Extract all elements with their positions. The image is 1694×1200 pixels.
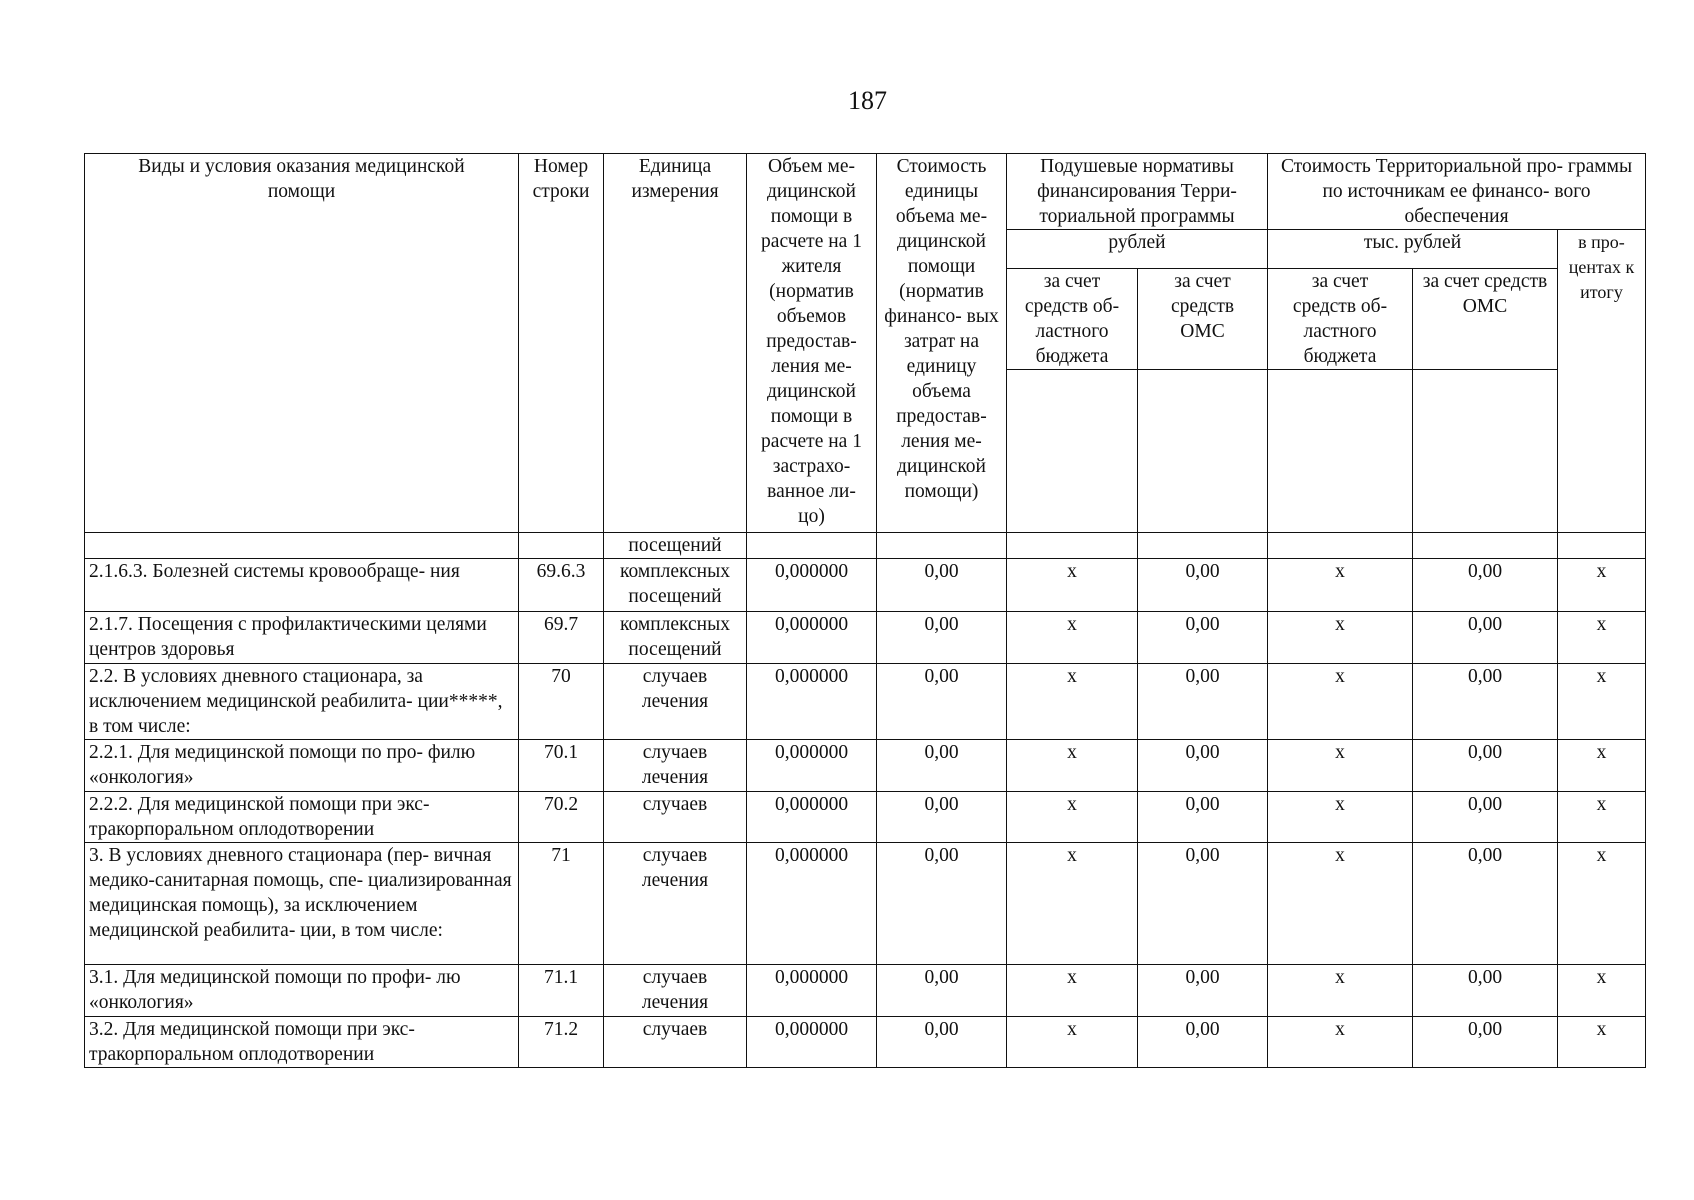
cell-norm-oms: 0,00: [1138, 792, 1268, 843]
header-program-oms: за счет средств ОМС: [1413, 269, 1558, 370]
header-volume: Объем ме- дицинской помощи в расчете на 1 жителя (норматив объемов предостав- ления ме- дицинской помощи в расчете на 1 застрахо- ванное ли- цо): [747, 154, 877, 533]
cell-percent: x: [1558, 1017, 1646, 1068]
cell-program-oms: 0,00: [1413, 559, 1558, 612]
cell-program-oms: 0,00: [1413, 965, 1558, 1017]
table-row: [85, 1017, 1646, 1068]
cell-norm-oms: 0,00: [1138, 1017, 1268, 1068]
cell-volume: 0,000000: [747, 792, 877, 843]
cell-unit: посещений: [604, 533, 747, 559]
cell-number: 71.1: [519, 965, 604, 1017]
cell-volume: 0,000000: [747, 664, 877, 740]
cell-name: 2.2.1. Для медицинской помощи по про- филю «онкология»: [85, 740, 519, 792]
table-row: [85, 664, 1646, 740]
cell-volume: 0,000000: [747, 740, 877, 792]
header-rubles: рублей: [1007, 230, 1268, 269]
header-norm-oms: за счет средств ОМС: [1138, 269, 1268, 370]
cell-norm-budget: x: [1007, 843, 1138, 965]
cell-unit: случаев лечения: [604, 664, 747, 740]
cell-percent: x: [1558, 740, 1646, 792]
header-row-number: Номер строки: [519, 154, 604, 533]
cell-name: 2.2. В условиях дневного стационара, за исключением медицинской реабилита- ции*****, в том числе:: [85, 664, 519, 740]
table-row: [85, 533, 1646, 559]
cell-program-oms: 0,00: [1413, 792, 1558, 843]
header-spacer: [1007, 370, 1138, 533]
cell-number: 69.7: [519, 612, 604, 664]
cell-number: 69.6.3: [519, 559, 604, 612]
cell-norm-budget: x: [1007, 792, 1138, 843]
header-care-type: Виды и условия оказания медицинской помощи: [85, 154, 519, 533]
cell-unit: случаев лечения: [604, 740, 747, 792]
header-unit-cost: Стоимость единицы объема ме- дицинской помощи (норматив финансо- вых затрат на единицу объема предостав- ления ме- дицинской помощи): [877, 154, 1007, 533]
cell-program-oms: 0,00: [1413, 612, 1558, 664]
cell-cost: 0,00: [877, 664, 1007, 740]
header-per-capita-norms: Подушевые нормативы финансирования Терри- ториальной программы: [1007, 154, 1268, 230]
cell-number: 70: [519, 664, 604, 740]
header-program-cost: Стоимость Территориальной про- граммы по источникам ее финансо- вого обеспечения: [1268, 154, 1646, 230]
cell-program-budget: x: [1268, 843, 1413, 965]
cell-percent: x: [1558, 965, 1646, 1017]
cell-unit: случаев: [604, 1017, 747, 1068]
cell-program-budget: x: [1268, 965, 1413, 1017]
table-row: [85, 965, 1646, 1017]
cell-cost: 0,00: [877, 965, 1007, 1017]
cell-norm-budget: x: [1007, 612, 1138, 664]
table-row: [85, 792, 1646, 843]
cell-cost: 0,00: [877, 1017, 1007, 1068]
cell-percent: x: [1558, 792, 1646, 843]
cell-volume: 0,000000: [747, 1017, 877, 1068]
header-norm-regional-budget: за счет средств об- ластного бюджета: [1007, 269, 1138, 370]
header-thousand-rubles: тыс. рублей: [1268, 230, 1558, 269]
cell-program-oms: 0,00: [1413, 843, 1558, 965]
cell-number: 71: [519, 843, 604, 965]
cell-cost: 0,00: [877, 792, 1007, 843]
cell-unit: случаев: [604, 792, 747, 843]
cell-program-budget: x: [1268, 612, 1413, 664]
cell-norm-budget: x: [1007, 740, 1138, 792]
cell-name: 2.2.2. Для медицинской помощи при экс- тракорпоральном оплодотворении: [85, 792, 519, 843]
header-spacer: [1268, 370, 1413, 533]
cell-program-oms: 0,00: [1413, 1017, 1558, 1068]
cell-norm-oms: [1138, 533, 1268, 559]
cell-number: 71.2: [519, 1017, 604, 1068]
cell-norm-oms: 0,00: [1138, 559, 1268, 612]
table-row: [85, 740, 1646, 792]
cell-cost: 0,00: [877, 740, 1007, 792]
cell-number: 70.2: [519, 792, 604, 843]
medical-care-table: [84, 153, 1646, 1068]
cell-norm-oms: 0,00: [1138, 664, 1268, 740]
table-row: [85, 559, 1646, 612]
cell-unit: случаев лечения: [604, 843, 747, 965]
cell-program-budget: x: [1268, 792, 1413, 843]
cell-percent: x: [1558, 559, 1646, 612]
cell-program-budget: x: [1268, 559, 1413, 612]
cell-percent: x: [1558, 664, 1646, 740]
cell-number: 70.1: [519, 740, 604, 792]
cell-program-budget: [1268, 533, 1413, 559]
cell-norm-budget: x: [1007, 559, 1138, 612]
header-program-regional-budget: за счет средств об- ластного бюджета: [1268, 269, 1413, 370]
header-percent-of-total: в про- центах к итогу: [1558, 230, 1646, 533]
page-number: 187: [848, 86, 887, 115]
header-spacer: [1413, 370, 1558, 533]
cell-cost: 0,00: [877, 612, 1007, 664]
cell-unit: случаев лечения: [604, 965, 747, 1017]
cell-program-budget: x: [1268, 740, 1413, 792]
cell-name: 3.1. Для медицинской помощи по профи- лю «онкология»: [85, 965, 519, 1017]
cell-norm-oms: 0,00: [1138, 965, 1268, 1017]
cell-cost: 0,00: [877, 843, 1007, 965]
cell-volume: 0,000000: [747, 965, 877, 1017]
table-row: [85, 612, 1646, 664]
cell-volume: [747, 533, 877, 559]
cell-number: [519, 533, 604, 559]
cell-program-oms: 0,00: [1413, 740, 1558, 792]
cell-norm-budget: x: [1007, 664, 1138, 740]
cell-cost: [877, 533, 1007, 559]
cell-norm-budget: x: [1007, 965, 1138, 1017]
cell-program-budget: x: [1268, 664, 1413, 740]
cell-percent: x: [1558, 612, 1646, 664]
cell-percent: [1558, 533, 1646, 559]
table-row: [85, 843, 1646, 965]
cell-norm-oms: 0,00: [1138, 740, 1268, 792]
cell-unit: комплексных посещений: [604, 612, 747, 664]
cell-norm-budget: [1007, 533, 1138, 559]
cell-norm-budget: x: [1007, 1017, 1138, 1068]
cell-percent: x: [1558, 843, 1646, 965]
cell-norm-oms: 0,00: [1138, 843, 1268, 965]
cell-volume: 0,000000: [747, 612, 877, 664]
cell-program-oms: 0,00: [1413, 664, 1558, 740]
cell-unit: комплексных посещений: [604, 559, 747, 612]
cell-name: 2.1.6.3. Болезней системы кровообраще- ния: [85, 559, 519, 612]
cell-program-budget: x: [1268, 1017, 1413, 1068]
header-unit: Единица измерения: [604, 154, 747, 533]
cell-program-oms: [1413, 533, 1558, 559]
cell-volume: 0,000000: [747, 843, 877, 965]
cell-name: 2.1.7. Посещения с профилактическими целями центров здоровья: [85, 612, 519, 664]
cell-norm-oms: 0,00: [1138, 612, 1268, 664]
cell-cost: 0,00: [877, 559, 1007, 612]
header-spacer: [1138, 370, 1268, 533]
cell-name: 3.2. Для медицинской помощи при экс- тракорпоральном оплодотворении: [85, 1017, 519, 1068]
cell-name: 3. В условиях дневного стационара (пер- вичная медико-санитарная помощь, спе- циализированная медицинская помощь), за исключением медицинской реабилита- ции, в том числе:: [85, 843, 519, 965]
cell-name: [85, 533, 519, 559]
cell-volume: 0,000000: [747, 559, 877, 612]
